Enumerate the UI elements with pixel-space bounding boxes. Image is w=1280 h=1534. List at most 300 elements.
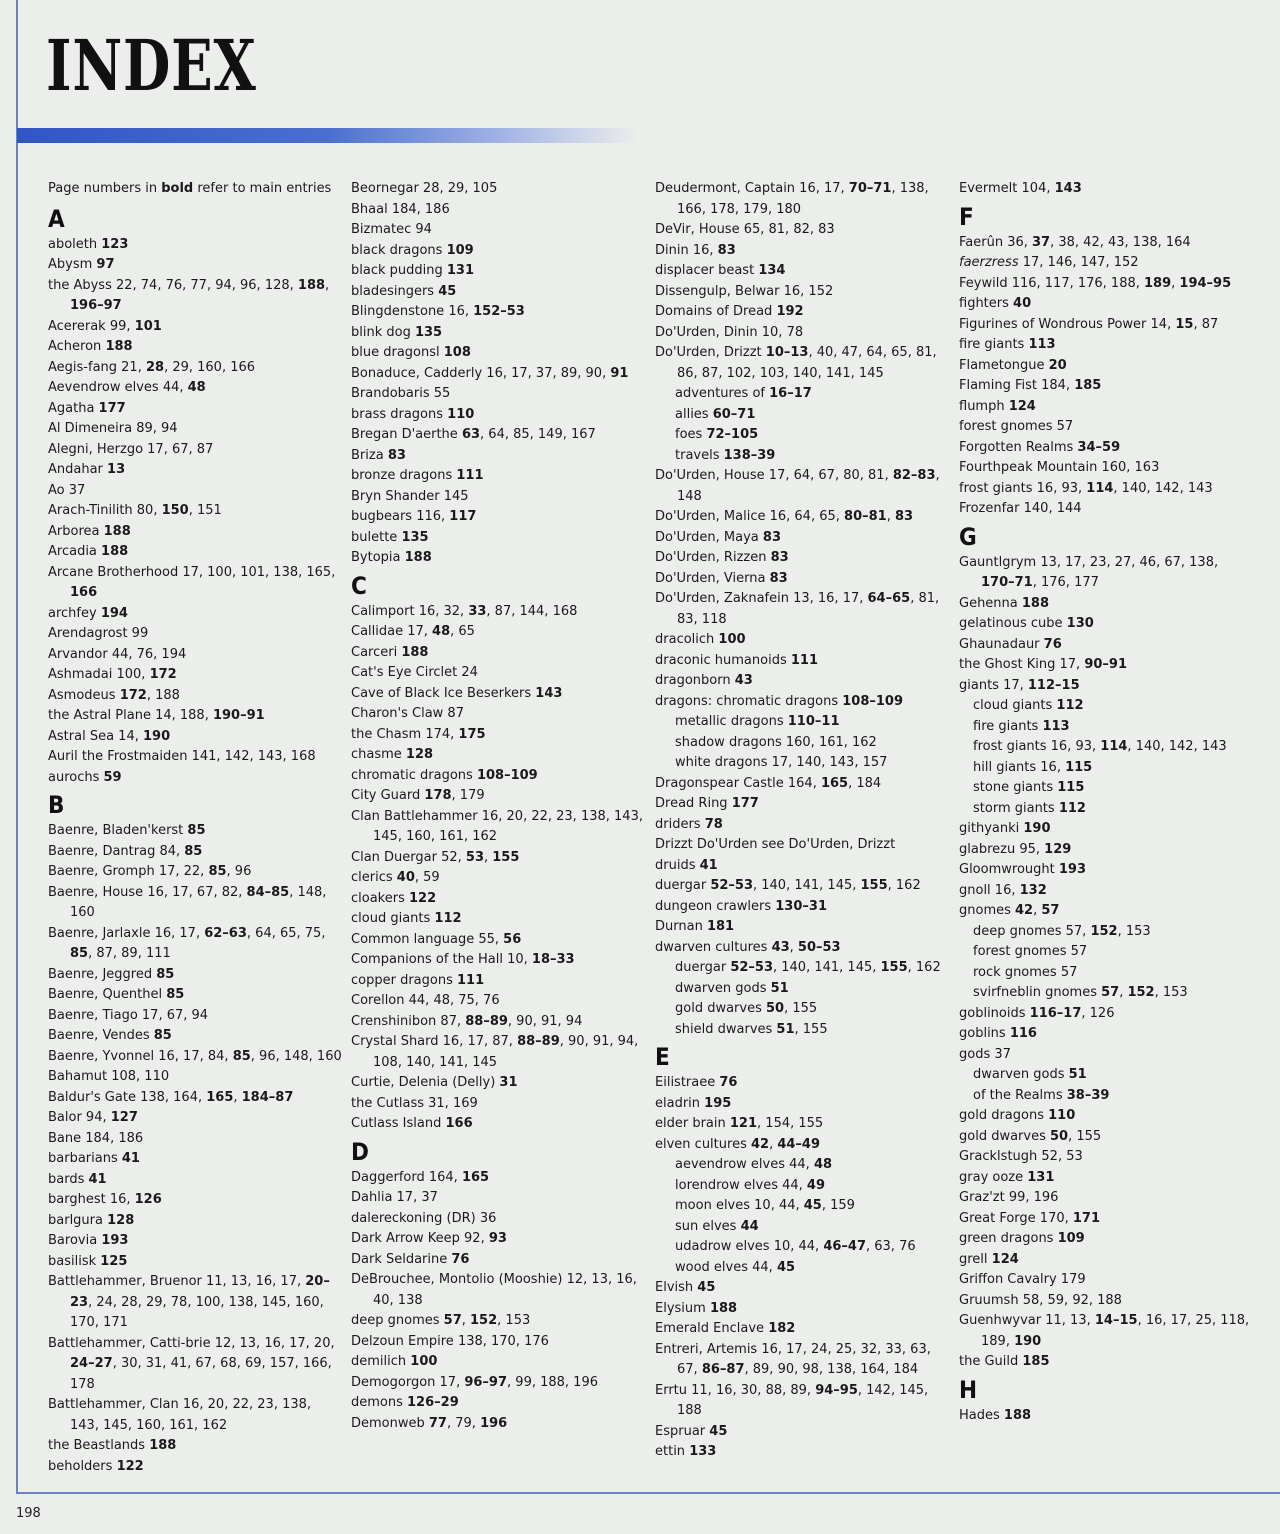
index-entry bbox=[351, 343, 646, 364]
index-entry bbox=[959, 901, 1254, 922]
main-page-ref: 38–39 bbox=[1066, 1087, 1110, 1103]
entry-text: Do'Urden, Vierna bbox=[655, 570, 770, 586]
index-subentry bbox=[959, 983, 1254, 1004]
index-column-4 bbox=[959, 179, 1254, 1426]
entry-text: , 148, 160 bbox=[70, 884, 327, 920]
entry-text: , bbox=[461, 1313, 471, 1328]
index-entry bbox=[48, 255, 343, 276]
entry-text: Crystal Shard 16, 17, 87, bbox=[351, 1034, 518, 1049]
index-entry bbox=[351, 1250, 646, 1271]
main-page-ref: 57 bbox=[443, 1313, 462, 1328]
main-page-ref: 78 bbox=[704, 816, 723, 832]
index-subentry bbox=[655, 753, 950, 774]
entry-text: Dissengulp, Belwar 16, 152 bbox=[655, 283, 834, 299]
main-page-ref: 116 bbox=[1009, 1026, 1037, 1041]
entry-text: cloakers bbox=[351, 890, 409, 906]
main-page-ref: 188 bbox=[1003, 1407, 1032, 1423]
main-page-ref: 44 bbox=[740, 1218, 759, 1234]
entry-text: Do'Urden, Rizzen bbox=[655, 550, 771, 565]
entry-text: beholders bbox=[48, 1458, 117, 1474]
index-entry bbox=[959, 438, 1254, 459]
main-page-ref: 152 bbox=[1127, 985, 1155, 1000]
index-entry bbox=[351, 663, 646, 684]
main-page-ref: 13 bbox=[107, 462, 126, 477]
entry-text: Arcane Brotherhood 17, 100, 101, 138, 165, bbox=[48, 564, 336, 580]
index-entry bbox=[48, 665, 343, 686]
section-letter: E bbox=[655, 1043, 670, 1071]
entry-text: , 29, 160, 166 bbox=[164, 359, 256, 375]
entry-text: Bregan D'aerthe bbox=[351, 427, 462, 442]
index-entry bbox=[959, 594, 1254, 615]
entry-text: rock gnomes 57 bbox=[973, 964, 1078, 980]
entry-text: draconic humanoids bbox=[655, 652, 791, 668]
main-page-ref: 51 bbox=[776, 1021, 795, 1037]
entry-text: Crenshinibon 87, bbox=[351, 1013, 466, 1029]
entry-text: forest gnomes 57 bbox=[959, 419, 1074, 434]
entry-text: , bbox=[325, 277, 330, 293]
main-page-ref: 185 bbox=[1074, 378, 1102, 393]
index-entry bbox=[48, 1231, 343, 1252]
main-page-ref: 83 bbox=[894, 509, 914, 524]
index-entry bbox=[655, 1073, 950, 1094]
index-entry bbox=[959, 356, 1254, 377]
main-page-ref: 48 bbox=[187, 380, 206, 395]
entry-text: wood elves 44, bbox=[675, 1259, 777, 1275]
main-page-ref: 41 bbox=[699, 857, 718, 873]
main-page-ref: 50–53 bbox=[797, 939, 841, 955]
index-entry bbox=[959, 417, 1254, 438]
main-page-ref: 109 bbox=[446, 242, 474, 258]
index-entry bbox=[48, 1190, 343, 1211]
index-subentry bbox=[959, 963, 1254, 984]
index-entry bbox=[48, 419, 343, 440]
entry-text: dracolich bbox=[655, 632, 719, 647]
main-page-ref: 34–59 bbox=[1077, 439, 1121, 455]
entry-text: Elysium bbox=[655, 1300, 710, 1316]
index-subentry bbox=[959, 717, 1254, 738]
entry-text: archfey bbox=[48, 605, 101, 621]
main-page-ref: 83 bbox=[762, 529, 781, 545]
entry-text: udadrow elves 10, 44, bbox=[675, 1239, 824, 1254]
index-column-3 bbox=[655, 179, 950, 1463]
index-entry bbox=[655, 1094, 950, 1115]
entry-text: dwarven gods bbox=[675, 980, 771, 996]
main-page-ref: 115 bbox=[1057, 780, 1085, 795]
entry-text: Graz'zt 99, 196 bbox=[959, 1190, 1059, 1205]
entry-text: Demonweb bbox=[351, 1415, 429, 1431]
index-subentry bbox=[959, 696, 1254, 717]
main-page-ref: 86–87 bbox=[701, 1362, 745, 1377]
main-page-ref: 85 bbox=[70, 946, 89, 961]
entry-text: glabrezu 95, bbox=[959, 841, 1045, 857]
entry-text: , 99, 188, 196 bbox=[507, 1374, 598, 1390]
entry-text: Drizzt Do'Urden see Do'Urden, Drizzt bbox=[655, 837, 896, 852]
main-page-ref: 121 bbox=[729, 1116, 758, 1131]
entry-text: Astral Sea 14, bbox=[48, 728, 143, 744]
main-page-ref: 77 bbox=[428, 1415, 447, 1431]
main-page-ref: 192 bbox=[776, 304, 804, 319]
main-page-ref: 43 bbox=[734, 673, 753, 688]
index-entry bbox=[351, 725, 646, 746]
entry-text: Bonaduce, Cadderly 16, 17, 37, 89, 90, bbox=[351, 365, 611, 381]
entry-text: Gehenna bbox=[959, 595, 1022, 611]
main-page-ref: 122 bbox=[116, 1458, 144, 1474]
index-subentry bbox=[959, 1086, 1254, 1107]
entry-text: Beornegar 28, 29, 105 bbox=[351, 181, 498, 196]
main-page-ref: 170–71 bbox=[981, 575, 1033, 590]
index-entry bbox=[351, 622, 646, 643]
entry-text: metallic dragons bbox=[675, 714, 788, 729]
entry-text: , 87, 89, 111 bbox=[88, 946, 171, 961]
entry-text: , 87, 144, 168 bbox=[486, 603, 578, 619]
index-entry bbox=[655, 343, 950, 384]
main-page-ref: 193 bbox=[1058, 862, 1087, 877]
index-entry bbox=[351, 1073, 646, 1094]
main-page-ref: 111 bbox=[457, 972, 485, 988]
main-page-ref: 188 bbox=[297, 277, 326, 293]
entry-text: , 16, 17, 25, 118, 189, bbox=[981, 1313, 1250, 1349]
main-page-ref: 56 bbox=[503, 931, 522, 947]
entry-text: DeBrouchee, Montolio (Mooshie) 12, 13, 16, 40, 138 bbox=[351, 1272, 637, 1308]
entry-text: Callidae 17, bbox=[351, 624, 433, 639]
entry-text: , bbox=[484, 849, 493, 865]
main-page-ref: 48 bbox=[813, 1157, 833, 1172]
index-entry bbox=[655, 1135, 950, 1156]
index-entry bbox=[655, 528, 950, 549]
index-entry bbox=[351, 446, 646, 467]
section-letter: D bbox=[351, 1137, 369, 1166]
main-page-ref: 42 bbox=[1015, 903, 1034, 918]
index-entry bbox=[48, 1170, 343, 1191]
entry-text: Baenre, Dantrag 84, bbox=[48, 843, 185, 859]
index-entry bbox=[655, 466, 950, 507]
entry-text: green dragons bbox=[959, 1231, 1058, 1246]
main-page-ref: 131 bbox=[446, 263, 475, 278]
entry-text: Baenre, Quenthel bbox=[48, 987, 167, 1002]
index-entry bbox=[351, 602, 646, 623]
main-page-ref: 110 bbox=[1048, 1108, 1076, 1123]
intro-text: refer to main entries bbox=[193, 181, 332, 196]
index-entry bbox=[48, 522, 343, 543]
index-subentry bbox=[655, 712, 950, 733]
main-page-ref: 172 bbox=[149, 667, 177, 682]
index-subentry bbox=[655, 1217, 950, 1238]
index-subentry bbox=[655, 446, 950, 467]
index-entry bbox=[959, 1188, 1254, 1209]
index-entry bbox=[48, 501, 343, 522]
entry-text: , 140, 141, 145, bbox=[773, 960, 881, 975]
main-page-ref: 190 bbox=[142, 728, 171, 744]
entry-text: , 148 bbox=[677, 468, 940, 504]
index-subentry bbox=[655, 1155, 950, 1176]
entry-text: , 96, 148, 160 bbox=[250, 1048, 342, 1064]
index-entry bbox=[48, 1129, 343, 1150]
index-subentry bbox=[655, 425, 950, 446]
section-letter: G bbox=[959, 522, 977, 551]
index-subentry bbox=[959, 1065, 1254, 1086]
index-entry bbox=[959, 458, 1254, 479]
index-entry bbox=[48, 604, 343, 625]
entry-text: , 162 bbox=[887, 878, 921, 893]
main-page-ref: 181 bbox=[706, 919, 735, 934]
entry-text: cloud giants bbox=[351, 911, 435, 926]
entry-text: sun elves bbox=[675, 1218, 741, 1234]
main-page-ref: 85 bbox=[187, 823, 206, 838]
main-page-ref: 101 bbox=[134, 318, 162, 334]
index-intro-note bbox=[48, 179, 343, 200]
index-entry bbox=[351, 1414, 646, 1435]
index-entry bbox=[655, 774, 950, 795]
main-page-ref: 53 bbox=[465, 849, 484, 865]
main-page-ref: 108 bbox=[443, 345, 471, 360]
main-page-ref: 52–53 bbox=[710, 878, 753, 893]
entry-text: demons bbox=[351, 1395, 408, 1410]
index-entry bbox=[655, 1114, 950, 1135]
index-entry bbox=[48, 1088, 343, 1109]
entry-text: , 65 bbox=[450, 624, 475, 639]
entry-text: Flametongue bbox=[959, 357, 1049, 373]
main-page-ref: 20–23 bbox=[70, 1274, 330, 1310]
main-page-ref: 188 bbox=[401, 644, 429, 660]
main-page-ref: 76 bbox=[719, 1075, 738, 1090]
main-page-ref: 108–109 bbox=[476, 767, 538, 783]
entry-text: aboleth bbox=[48, 236, 102, 252]
entry-text: Do'Urden, Drizzt bbox=[655, 345, 766, 360]
entry-text: , 153 bbox=[1154, 985, 1188, 1000]
entry-text: Agatha bbox=[48, 400, 99, 416]
entry-text: adventures of bbox=[675, 386, 770, 401]
main-page-ref: 166 bbox=[445, 1116, 473, 1131]
entry-text: Alegni, Herzgo 17, 67, 87 bbox=[48, 441, 214, 457]
index-entry bbox=[48, 1067, 343, 1088]
entry-text: Baldur's Gate 138, 164, bbox=[48, 1089, 207, 1105]
main-page-ref: 112 bbox=[1058, 800, 1086, 816]
entry-text: Durnan bbox=[655, 919, 707, 934]
index-entry bbox=[351, 745, 646, 766]
main-page-ref: 28 bbox=[145, 359, 165, 375]
main-page-ref: 80–81 bbox=[844, 509, 887, 524]
index-entry bbox=[655, 569, 950, 590]
index-entry bbox=[655, 917, 950, 938]
entry-text: foes bbox=[675, 427, 707, 442]
entry-text: Arcadia bbox=[48, 544, 102, 559]
entry-text: the Abyss 22, 74, 76, 77, 94, 96, 128, bbox=[48, 277, 298, 293]
index-entry bbox=[351, 868, 646, 889]
entry-text: Daggerford 164, bbox=[351, 1169, 462, 1185]
entry-text: stone giants bbox=[973, 780, 1058, 795]
index-entry bbox=[351, 1229, 646, 1250]
entry-text: forest gnomes 57 bbox=[973, 944, 1088, 959]
entry-text: , 155 bbox=[794, 1021, 828, 1037]
index-column-2 bbox=[351, 179, 646, 1434]
entry-text: faerzress bbox=[959, 255, 1019, 270]
entry-text: Do'Urden, Dinin 10, 78 bbox=[655, 324, 804, 340]
main-page-ref: 132 bbox=[1019, 882, 1047, 898]
index-subentry bbox=[655, 1258, 950, 1279]
index-entry bbox=[959, 1291, 1254, 1312]
index-entry bbox=[655, 1278, 950, 1299]
main-page-ref: 85 bbox=[208, 864, 227, 879]
index-entry bbox=[959, 1147, 1254, 1168]
main-page-ref: 135 bbox=[414, 324, 443, 340]
entry-text: chromatic dragons bbox=[351, 767, 477, 783]
entry-text: the Ghost King 17, bbox=[959, 657, 1085, 672]
main-page-ref: 128 bbox=[405, 747, 434, 762]
entry-text: , 140, 142, 143 bbox=[1127, 739, 1227, 754]
main-page-ref: 143 bbox=[1054, 181, 1082, 196]
main-page-ref: 88–89 bbox=[517, 1034, 560, 1049]
main-page-ref: 40 bbox=[396, 870, 415, 885]
entry-text: Great Forge 170, bbox=[959, 1210, 1073, 1226]
entry-text: basilisk bbox=[48, 1253, 101, 1269]
entry-text: Clan Battlehammer 16, 20, 22, 23, 138, 143, 145, 160, 161, 162 bbox=[351, 808, 643, 844]
main-page-ref: 152–53 bbox=[473, 304, 525, 319]
index-entry bbox=[351, 1373, 646, 1394]
main-page-ref: 59 bbox=[103, 769, 122, 785]
main-page-ref: 155 bbox=[880, 960, 908, 975]
entry-text: fire giants bbox=[973, 718, 1043, 734]
entry-text: Entreri, Artemis 16, 17, 24, 25, 32, 33, 63, 67, bbox=[655, 1341, 931, 1377]
entry-text: , 153 bbox=[1117, 923, 1151, 939]
index-entry bbox=[655, 692, 950, 713]
index-entry bbox=[48, 1395, 343, 1436]
entry-text: , 179 bbox=[451, 788, 485, 803]
index-entry bbox=[48, 727, 343, 748]
entry-text: Baenre, Jeggred bbox=[48, 966, 157, 982]
section-letter: A bbox=[48, 204, 65, 233]
entry-text: Baenre, Yvonnel 16, 17, 84, bbox=[48, 1048, 233, 1064]
main-page-ref: 85 bbox=[156, 966, 175, 982]
index-entry bbox=[48, 276, 343, 317]
entry-text: Eilistraee bbox=[655, 1075, 720, 1090]
index-entry bbox=[48, 563, 343, 604]
main-page-ref: 83 bbox=[770, 550, 789, 565]
main-page-ref: 143 bbox=[535, 685, 563, 701]
entry-text: hill giants 16, bbox=[973, 759, 1066, 775]
entry-text: bards bbox=[48, 1171, 89, 1187]
index-subentry bbox=[655, 999, 950, 1020]
index-entry bbox=[959, 1270, 1254, 1291]
index-entry bbox=[959, 840, 1254, 861]
main-page-ref: 188 bbox=[1021, 595, 1050, 611]
index-entry bbox=[48, 440, 343, 461]
index-entry bbox=[351, 364, 646, 385]
index-entry bbox=[959, 294, 1254, 315]
main-page-ref: 83 bbox=[387, 447, 406, 463]
entry-text: fire giants bbox=[959, 337, 1029, 352]
main-page-ref: 111 bbox=[456, 468, 484, 483]
entry-text: Ao 37 bbox=[48, 482, 86, 498]
main-page-ref: 10–13 bbox=[765, 345, 809, 360]
entry-text: , 40, 47, 64, 65, 81, 86, 87, 102, 103, 140, 141, 145 bbox=[677, 345, 937, 381]
entry-text: Domains of Dread bbox=[655, 304, 777, 319]
entry-text: Andahar bbox=[48, 462, 108, 477]
index-entry bbox=[655, 323, 950, 344]
entry-text: , bbox=[886, 509, 895, 524]
entry-text: Baenre, Tiago 17, 67, 94 bbox=[48, 1007, 209, 1023]
main-page-ref: 85 bbox=[184, 843, 203, 859]
entry-text: grell bbox=[959, 1251, 992, 1267]
main-page-ref: 83 bbox=[769, 570, 788, 586]
entry-text: Baenre, Bladen'kerst bbox=[48, 823, 188, 838]
index-entry bbox=[48, 645, 343, 666]
main-page-ref: 190 bbox=[1014, 1333, 1042, 1349]
index-entry bbox=[351, 1094, 646, 1115]
entry-text: gray ooze bbox=[959, 1169, 1028, 1185]
main-page-ref: 133 bbox=[689, 1444, 717, 1459]
index-entry bbox=[655, 671, 950, 692]
main-page-ref: 196 bbox=[480, 1415, 508, 1431]
entry-text: , 151 bbox=[188, 503, 222, 518]
entry-text: , 184 bbox=[848, 775, 882, 791]
entry-text: , 176, 177 bbox=[1032, 575, 1099, 590]
index-entry bbox=[351, 507, 646, 528]
index-subentry bbox=[959, 778, 1254, 799]
entry-text: Bryn Shander 145 bbox=[351, 488, 469, 504]
index-subentry bbox=[959, 942, 1254, 963]
entry-text: frost giants 16, 93, bbox=[959, 480, 1087, 496]
main-page-ref: 188 bbox=[404, 550, 432, 565]
main-page-ref: 122 bbox=[409, 890, 437, 906]
entry-text: cloud giants bbox=[973, 698, 1057, 713]
index-entry bbox=[48, 358, 343, 379]
main-page-ref: 127 bbox=[110, 1110, 138, 1125]
index-entry bbox=[959, 1127, 1254, 1148]
index-entry bbox=[959, 499, 1254, 520]
entry-text: Emerald Enclave bbox=[655, 1321, 769, 1336]
section-letter: C bbox=[351, 571, 367, 600]
main-page-ref: 37 bbox=[1032, 234, 1051, 250]
entry-text: , 87 bbox=[1193, 316, 1219, 332]
entry-text: Feywild 116, 117, 176, 188, bbox=[959, 275, 1145, 291]
main-page-ref: 76 bbox=[1043, 636, 1062, 652]
entry-text: DeVir, House 65, 81, 82, 83 bbox=[655, 222, 835, 237]
index-entry bbox=[959, 1406, 1254, 1427]
entry-text: barlgura bbox=[48, 1212, 108, 1228]
index-entry bbox=[48, 378, 343, 399]
main-page-ref: 20 bbox=[1048, 357, 1067, 373]
main-page-ref: 185 bbox=[1022, 1354, 1050, 1369]
index-entry bbox=[351, 1332, 646, 1353]
entry-text: Battlehammer, Catti-brie 12, 13, 16, 17, 20, bbox=[48, 1335, 335, 1351]
entry-text: Asmodeus bbox=[48, 687, 120, 703]
entry-text: dwarven cultures bbox=[655, 939, 772, 955]
entry-text: giants 17, bbox=[959, 677, 1028, 693]
main-page-ref: 82–83 bbox=[892, 468, 936, 483]
index-entry bbox=[655, 835, 950, 856]
main-page-ref: 123 bbox=[101, 236, 129, 252]
entry-text: elven cultures bbox=[655, 1136, 751, 1152]
index-subentry bbox=[959, 922, 1254, 943]
index-subentry bbox=[655, 1176, 950, 1197]
index-entry bbox=[48, 985, 343, 1006]
main-page-ref: 116–17 bbox=[1029, 1005, 1082, 1021]
entry-text: , 30, 31, 41, 67, 68, 69, 157, 166, 178 bbox=[70, 1356, 332, 1392]
main-page-ref: 90–91 bbox=[1084, 657, 1127, 672]
entry-text: Barovia bbox=[48, 1233, 102, 1248]
entry-text: the Guild bbox=[959, 1354, 1023, 1369]
index-entry bbox=[351, 848, 646, 869]
index-subentry bbox=[655, 1020, 950, 1041]
index-entry bbox=[655, 1422, 950, 1443]
main-page-ref: 96–97 bbox=[464, 1374, 508, 1390]
entry-text: , 162 bbox=[907, 960, 941, 975]
main-page-ref: 91 bbox=[610, 365, 629, 381]
entry-text: 17, 146, 147, 152 bbox=[1018, 255, 1139, 270]
main-page-ref: 196–97 bbox=[70, 298, 122, 313]
entry-text: lorendrow elves 44, bbox=[675, 1177, 807, 1193]
main-page-ref: 115 bbox=[1065, 759, 1093, 775]
